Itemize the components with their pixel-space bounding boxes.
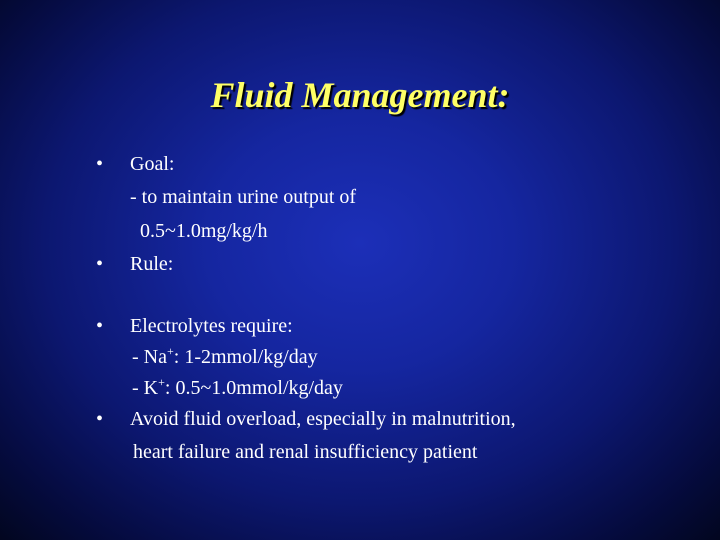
avoid-line-2: heart failure and renal insufficiency patient	[133, 441, 478, 463]
sodium-prefix: - Na	[132, 346, 167, 368]
sodium-value: : 1-2mmol/kg/day	[173, 346, 318, 368]
potassium-prefix: - K	[132, 377, 159, 399]
sodium-line	[132, 346, 318, 368]
goal-line-1: - to maintain urine output of	[130, 186, 357, 208]
goal-label: Goal:	[130, 153, 175, 175]
bullet-goal: •	[96, 153, 104, 175]
avoid-line-1: Avoid fluid overload, especially in malnutrition,	[130, 408, 516, 430]
potassium-line	[132, 377, 343, 399]
bullet-avoid: •	[96, 408, 104, 430]
slide-title: Fluid Management:	[210, 75, 510, 115]
sodium-charge: +	[166, 344, 174, 358]
bullet-rule: •	[96, 253, 104, 275]
bullet-electrolytes: •	[96, 315, 104, 337]
potassium-value: : 0.5~1.0mmol/kg/day	[164, 377, 343, 399]
electrolytes-label: Electrolytes require:	[130, 315, 293, 337]
rule-label: Rule:	[130, 253, 174, 275]
potassium-charge: +	[158, 375, 165, 389]
goal-line-2: 0.5~1.0mg/kg/h	[140, 220, 268, 242]
